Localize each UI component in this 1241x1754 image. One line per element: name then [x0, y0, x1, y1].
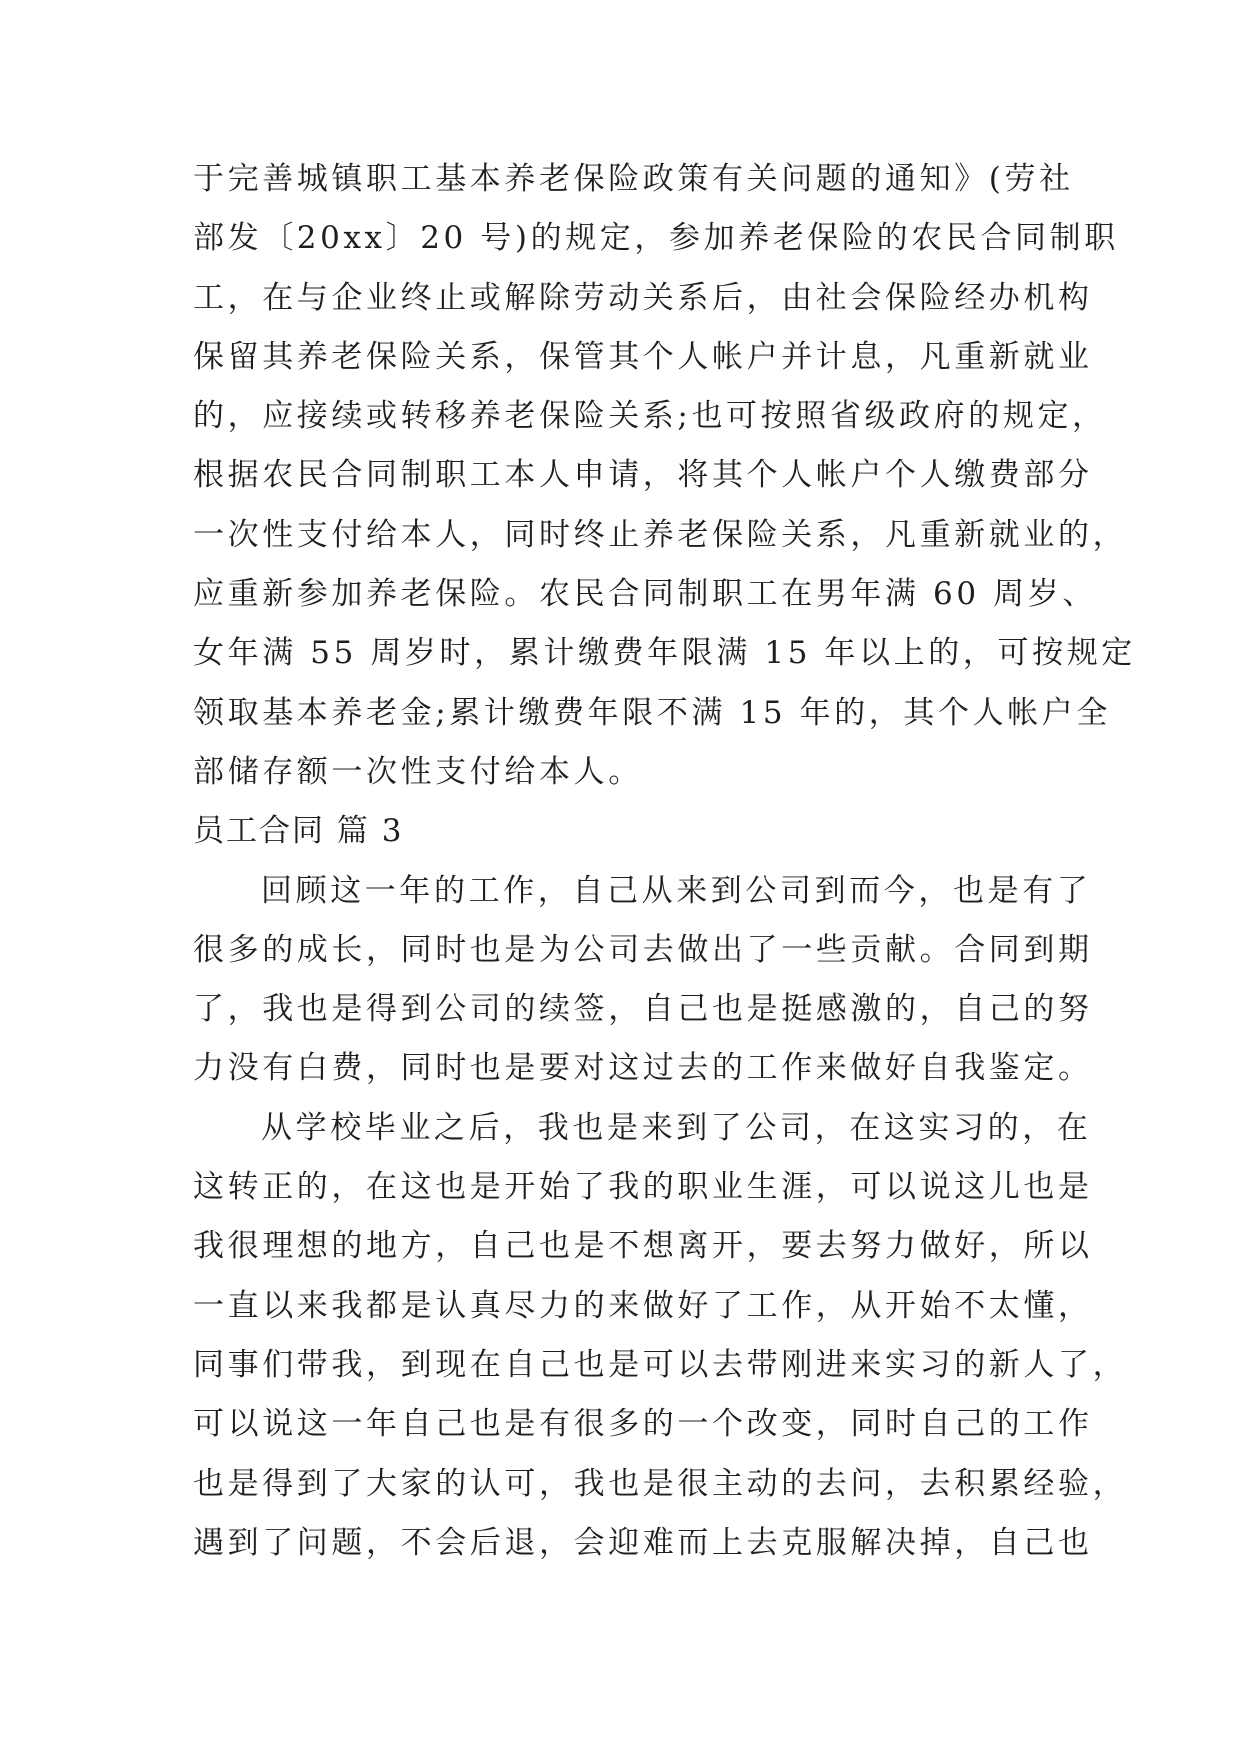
text-line: 我很理想的地方，自己也是不想离开，要去努力做好，所以	[193, 1228, 1093, 1265]
text-line: 回顾这一年的工作，自己从来到公司到而今，也是有了	[261, 872, 1092, 909]
text-line: 根据农民合同制职工本人申请，将其个人帐户个人缴费部分	[193, 457, 1093, 494]
text-line: 的，应接续或转移养老保险关系;也可按照省级政府的规定，	[193, 398, 1107, 435]
text-line: 部储存额一次性支付给本人。	[193, 753, 643, 790]
text-line: 很多的成长，同时也是为公司去做出了一些贡献。合同到期	[193, 931, 1093, 968]
text-line: 同事们带我，到现在自己也是可以去带刚进来实习的新人了，	[193, 1346, 1128, 1383]
text-line: 应重新参加养老保险。农民合同制职工在男年满 60 周岁、	[193, 576, 1097, 613]
text-line: 一直以来我都是认真尽力的来做好了工作，从开始不太懂，	[193, 1287, 1093, 1324]
text-line: 从学校毕业之后，我也是来到了公司，在这实习的，在	[261, 1109, 1092, 1146]
text-line: 这转正的，在这也是开始了我的职业生涯，可以说这儿也是	[193, 1169, 1093, 1206]
text-line: 工，在与企业终止或解除劳动关系后，由社会保险经办机构	[193, 279, 1093, 316]
text-line: 部发〔20xx〕20 号)的规定，参加养老保险的农民合同制职	[193, 220, 1119, 257]
text-line: 遇到了问题，不会后退，会迎难而上去克服解决掉，自己也	[193, 1524, 1093, 1561]
text-line: 可以说这一年自己也是有很多的一个改变，同时自己的工作	[193, 1406, 1093, 1443]
text-line: 力没有白费，同时也是要对这过去的工作来做好自我鉴定。	[193, 1050, 1093, 1087]
text-line: 保留其养老保险关系，保管其个人帐户并计息，凡重新就业	[193, 338, 1093, 375]
text-line: 领取基本养老金;累计缴费年限不满 15 年的，其个人帐户全	[193, 694, 1111, 731]
document-body	[193, 150, 1136, 1573]
text-line: 也是得到了大家的认可，我也是很主动的去问，去积累经验，	[193, 1465, 1128, 1502]
text-line: 一次性支付给本人，同时终止养老保险关系，凡重新就业的，	[193, 516, 1128, 553]
text-line: 于完善城镇职工基本养老保险政策有关问题的通知》(劳社	[193, 161, 1074, 197]
text-line: 女年满 55 周岁时，累计缴费年限满 15 年以上的，可按规定	[193, 635, 1136, 672]
section-heading: 员工合同 篇 3	[193, 813, 404, 850]
text-line: 了，我也是得到公司的续签，自己也是挺感激的，自己的努	[193, 991, 1093, 1028]
